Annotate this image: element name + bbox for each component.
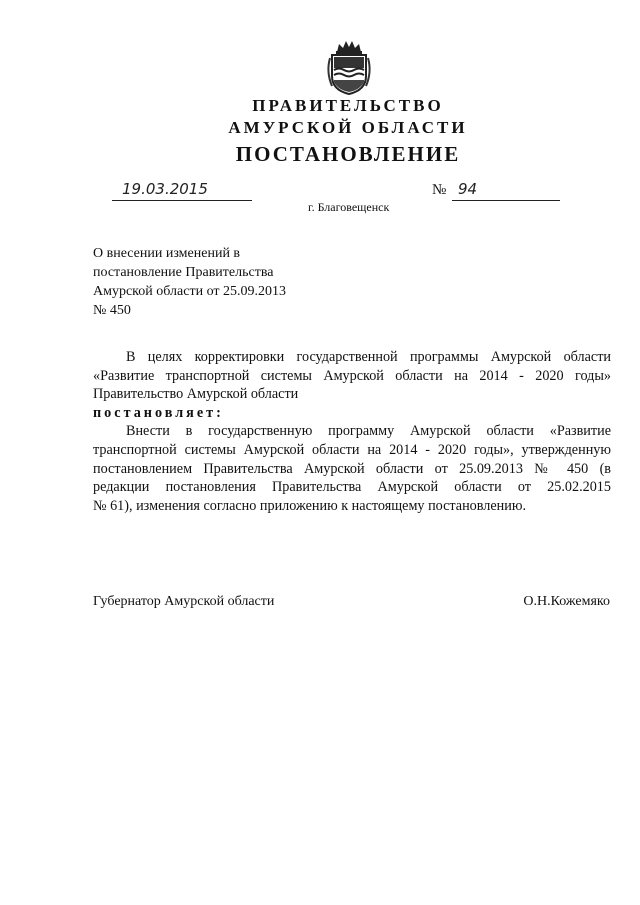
paragraph-line: редакции постановления Правительства Амурской области от 25.02.2015	[93, 479, 611, 496]
number-label: №	[432, 182, 447, 198]
signatory-name: О.Н.Кожемяко	[523, 594, 610, 609]
handwritten-number: 94	[458, 180, 478, 198]
signatory-position: Губернатор Амурской области	[93, 594, 275, 609]
subject-line: Амурской области от 25.09.2013	[93, 284, 286, 299]
preamble-line: «Развитие транспортной системы Амурской области на 2014 - 2020 годы»	[93, 367, 611, 384]
paragraph-line: Внести в государственную программу Амурской области «Развитие	[126, 423, 611, 440]
preamble-line: В целях корректировки государственной программы Амурской области	[126, 349, 611, 365]
subject-line: № 450	[93, 303, 131, 318]
org-name-line1: ПРАВИТЕЛЬСТВО	[252, 96, 444, 115]
paragraph-line: постановлением Правительства Амурской области от 25.09.2013 № 450 (в	[93, 460, 611, 477]
subject-line: постановление Правительства	[93, 265, 274, 280]
paragraph-line: № 61), изменения согласно приложению к настоящему постановлению.	[93, 497, 526, 514]
coat-of-arms-emblem	[324, 38, 374, 96]
org-name-line2: АМУРСКОЙ ОБЛАСТИ	[228, 118, 468, 137]
preamble-line: Правительство Амурской области	[93, 386, 299, 403]
decree-word: постановляет:	[93, 404, 224, 421]
number-field	[452, 180, 560, 201]
document-body	[93, 348, 611, 515]
document-type: ПОСТАНОВЛЕНИЕ	[235, 142, 461, 166]
date-field	[112, 180, 252, 201]
subject-block	[93, 244, 333, 320]
handwritten-date: 19.03.2015	[122, 180, 208, 198]
city: г. Благовещенск	[308, 200, 390, 214]
subject-line: О внесении изменений в	[93, 246, 241, 261]
paragraph-line: транспортной системы Амурской области на 2014 - 2020 годы», утвержденную	[93, 441, 611, 458]
